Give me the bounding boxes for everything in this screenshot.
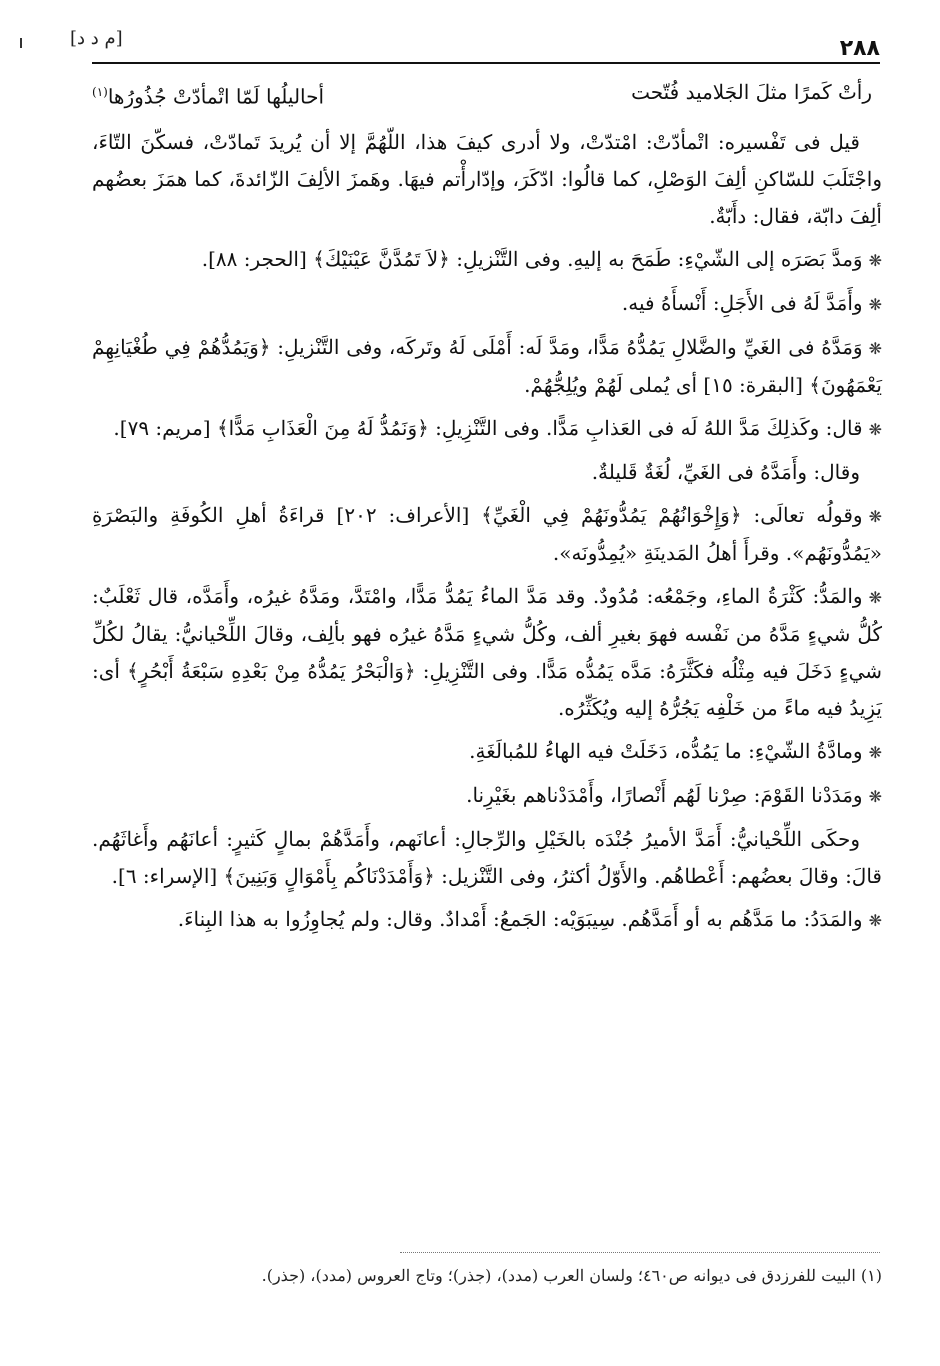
paragraph-text: ومادَّةُ الشّيْءِ: ما يَمُدُّه، دَخَلَتْ فيه الهاءُ للمُبالَغَةِ. [469,738,863,763]
entry-paragraph [92,329,882,404]
margin-mark [20,38,22,48]
paragraph-text: قال: وكَذلِكَ مَدَّ اللهُ لَه فى العَذابِ مَدًّا. وفى التَّنْزِيلِ: ﴿وَنَمُدُّ لَهُ مِنَ الْعَذَابِ مَدًّا﴾ [مريم: ٧٩]. [113,415,863,440]
paragraph-text: والمَدَدُ: ما مَدَّهُم به أو أَمَدَّهُم. سِيبَوَيْه: الجَمعُ: أَمْدادٌ. وقال: ولم يُجاوِزُوا به هذا البِناءَ. [177,906,863,931]
poem-verse [92,74,882,116]
paragraph-text: وَمدَّ بَصَرَه إلى الشّيْءِ: طَمَحَ به إليهِ. وفى التَّنْزيلِ: ﴿لاَ تَمُدَّنَّ عَيْنَيْكَ﴾ [الحجر: ٨٨]. [201,246,863,271]
entry-marker-icon: ❋ [868,419,882,439]
paragraph-text: والمَدُّ: كَثْرَةُ الماءِ، وجَمْعُه: مُدُودٌ. وقد مَدَّ الماءُ يَمُدُّ مَدًّا، وامْتَدَّ، ومَدَّهُ غيرُه، وأَمَدَّه، قال ثَعْلَبٌ: كُلُّ شيءٍ مَدَّهُ من نَفْسه فهوَ بغيرِ ألف، وكُلُّ شيءٍ مَدَّهُ غيرُه فهو بألِف، وقالَ اللِّحْيانيُّ: يقالُ لكُلِّ شيءٍ دَخَلَ فيه مِثْلُه فكَثَّرَهُ: مَدَّه يَمُدُّه مَدًّا. وفى التَّنْزِيلِ: ﴿وَالْبَحْرُ يَمُدُّهُ مِنْ بَعْدِهِ سَبْعَةُ أَبْحُرٍ﴾ أى: يَزِيدُ فيه ماءً من خَلْفِه يَجُرُّهُ إليه ويُكَثِّرُه. [92,583,882,720]
paragraph [92,821,882,895]
entry-marker-icon: ❋ [868,506,882,526]
footnote-number: (١) [860,1266,882,1285]
footnote-reference: (١) [92,85,108,99]
paragraph [92,454,882,491]
header-rule [92,62,880,64]
entry-paragraph [92,901,882,939]
main-text [92,74,882,945]
entry-paragraph [92,285,882,323]
entry-marker-icon: ❋ [868,338,882,358]
entry-marker-icon: ❋ [868,742,882,762]
paragraph-text: وقولُه تعالَى: ﴿وَإِخْوَانُهُمْ يَمُدُّونَهُمْ فِي الْغَيِّ﴾ [الأعراف: ٢٠٢] قراءَةُ أهلِ الكُوفَةِ والبَصْرَةِ «يَمُدُّونَهُم». وقرأَ أهلُ المَدينَةِ «يُمِدُّونَه». [92,502,882,565]
entry-paragraph [92,241,882,279]
entry-paragraph [92,777,882,815]
entry-paragraph [92,733,882,771]
entry-marker-icon: ❋ [868,910,882,930]
entry-marker-icon: ❋ [868,294,882,314]
footnote-text: البيت للفرزدق فى ديوانه ص٤٦٠؛ ولسان العرب (مدد)، (جذر)؛ وتاج العروس (مدد)، (جذر). [261,1266,856,1285]
paragraph [92,124,882,235]
entry-paragraph [92,578,882,727]
entry-marker-icon: ❋ [868,587,882,607]
poem-second-hemistich-text: أحاليلُها لَمّا اتْمأدّتْ جُذُورُها [107,84,325,109]
paragraph-text: وأَمَدَّ لَهُ فى الأَجَلِ: أَنْسأَهُ فيه. [621,290,863,315]
entry-marker-icon: ❋ [868,786,882,806]
entry-paragraph [92,410,882,448]
poem-second-hemistich [92,74,324,116]
page-number: ٢٨٨ [839,36,880,61]
entry-paragraph [92,497,882,572]
paragraph-text: وقال: وأَمَدَّهُ فى الغَيِّ، لُغَةٌ قَليلةٌ. [591,459,860,484]
paragraph-text: قيل فى تَفْسيره: اتْمأدّتْ: امْتدّتْ، ولا أدرى كيفَ هذا، اللّهُمَّ إلا أن يُريدَ تَمادّتْ، فسكّنَ التّاءَ، واجْتَلَبَ للسّاكنِ ألِفَ الوَصْلِ، كما قالُوا: ادّكَرَ، وإدّارأْتم فيهَا. وهَمزَ الألِفَ الزّائدةَ، كما همَزَ بعضُهم ألِفَ دابّة، فقال: دأَبّةٌ. [92,129,882,228]
page-header [60,22,880,66]
root-heading: [م د د] [70,28,123,49]
paragraph-text: وحكَى اللِّحْيانيُّ: أَمَدَّ الأميرُ جُنْدَه بالخَيْلِ والرِّجالِ: أعانَهم، وأَمَدَّهُمْ بمالٍ كَثيرٍ: أعانَهُم وأَغاثَهُم. قالَ: وقالَ بعضُهم: أَعْطاهُم. والأَوّلُ أكثرُ، وفى التَّنْزيل: ﴿وَأَمْدَدْنَاكُم بِأَمْوَالٍ وَبَنِينَ﴾ [الإسراء: ٦]. [92,826,882,888]
footnote-rule [400,1252,880,1254]
poem-first-hemistich: رأتْ كَمرًا مثلَ الجَلاميد فُتّحت [631,80,872,104]
paragraph-text: ومَدَدْنا القَوْمَ: صِرْنا لَهُم أَنْصارًا، وأَمْدَدْناهم بغَيْرِنا. [466,782,863,807]
paragraph-text: وَمَدَّهُ فى الغَيِّ والضَّلالِ يَمُدُّهُ مَدًّا، ومَدَّ لَه: أَمْلَى لَهُ وتَركَه، وفى التَّنْزيلِ: ﴿وَيَمُدُّهُمْ فِي طُغْيَانِهِمْ يَعْمَهُونَ﴾ [البقرة: ١٥] أى يُملى لَهُمْ ويُلِجُّهُمْ. [92,334,882,397]
footnote [92,1262,882,1290]
entry-marker-icon: ❋ [868,250,882,270]
